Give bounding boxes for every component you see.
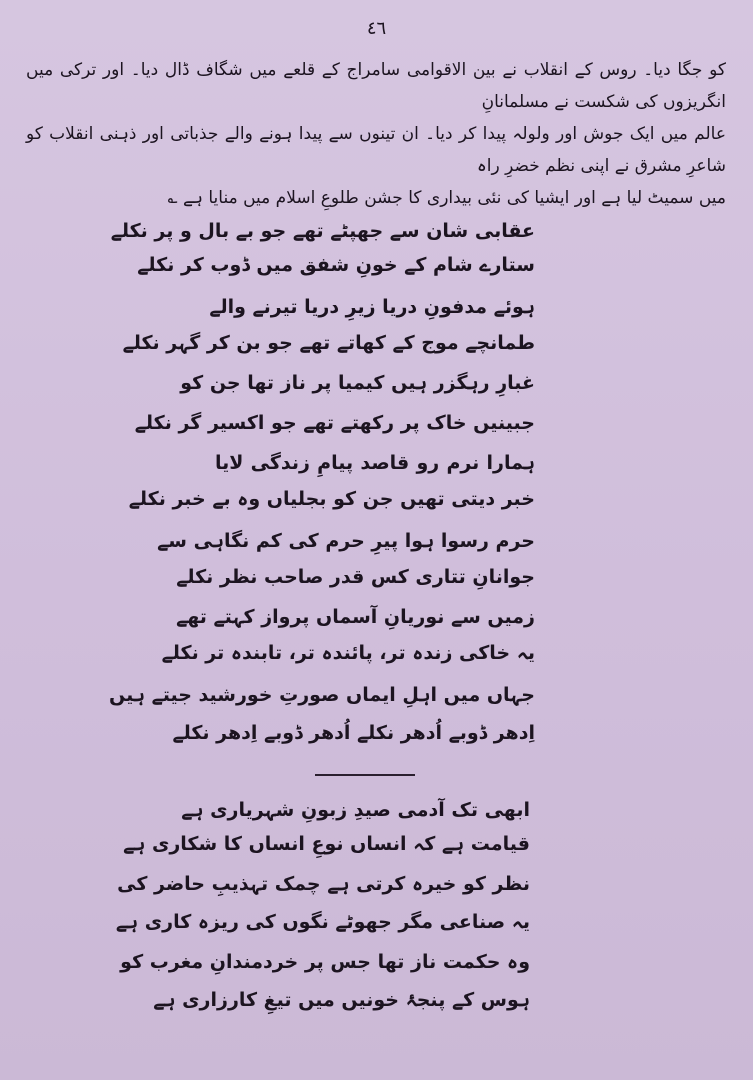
poem-line: ستارے شام کے خونِ شفق میں ڈوب کر نکلے: [137, 254, 535, 276]
poem-line: ہوئے مدفونِ دریا زیرِ دریا تیرنے والے: [209, 296, 535, 318]
poem-line: ابھی تک آدمی صیدِ زبونِ شہریاری ہے: [181, 799, 530, 821]
poem-line: وہ حکمت ناز تھا جس پر خردمندانِ مغرب کو: [120, 951, 530, 973]
poem-line: غبارِ رہگزر ہیں کیمیا پر ناز تھا جن کو: [180, 372, 535, 394]
poem-line: زمیں سے نوریانِ آسماں پرواز کہتے تھے: [176, 606, 535, 628]
poem-line: ہوس کے پنجۂ خونیں میں تیغِ کارزاری ہے: [153, 989, 530, 1011]
intro-line: عالم میں ایک جوش اور ولولہ پیدا کر دیا۔ ان تینوں سے پیدا ہونے والے جذباتی اور ذہنی انقلاب کو شاعرِ مشرق نے اپنی نظم خضرِ راہ: [26, 124, 726, 176]
poem-line: ہمارا نرم رو قاصد پیامِ زندگی لایا: [215, 452, 535, 474]
poem-line: عقابی شان سے جھپٹے تھے جو بے بال و پر نکلے: [110, 220, 535, 242]
poem-line: جوانانِ تتاری کس قدر صاحب نظر نکلے: [176, 566, 535, 588]
poem-line: قیامت ہے کہ انساں نوعِ انساں کا شکاری ہے: [123, 833, 530, 855]
poem-line: حرم رسوا ہوا پیرِ حرم کی کم نگاہی سے: [157, 530, 535, 552]
poem-line: اِدھر ڈوبے اُدھر نکلے اُدھر ڈوبے اِدھر نکلے: [172, 722, 535, 744]
poem-line: یہ خاکی زندہ تر، پائندہ تر، تابندہ تر نکلے: [161, 642, 535, 664]
poem-line: خبر دیتی تھیں جن کو بجلیاں وہ بے خبر نکلے: [128, 488, 535, 510]
intro-line: میں سمیٹ لیا ہے اور ایشیا کی نئی بیداری کا جشن طلوعِ اسلام میں منایا ہے ؎: [167, 188, 726, 208]
page-number: ٤٦: [366, 18, 387, 39]
poem-line: نظر کو خیرہ کرتی ہے چمک تہذیبِ حاضر کی: [117, 873, 530, 895]
intro-line: کو جگا دیا۔ روس کے انقلاب نے بین الاقوامی سامراج کے قلعے میں شگاف ڈال دیا۔ اور ترکی میں انگریزوں کی شکست نے مسلمانانِ: [26, 60, 726, 112]
poem-line: جبینیں خاک پر رکھتے تھے جو اکسیر گر نکلے: [134, 412, 535, 434]
poem-line: طمانچے موج کے کھاتے تھے جو بن کر گہر نکلے: [122, 332, 535, 354]
section-divider: [315, 774, 415, 776]
intro-paragraph: [26, 54, 726, 214]
poem-line: یہ صناعی مگر جھوٹے نگوں کی ریزہ کاری ہے: [115, 911, 530, 933]
poem-line: جہاں میں اہلِ ایماں صورتِ خورشید جیتے ہیں: [108, 684, 535, 706]
